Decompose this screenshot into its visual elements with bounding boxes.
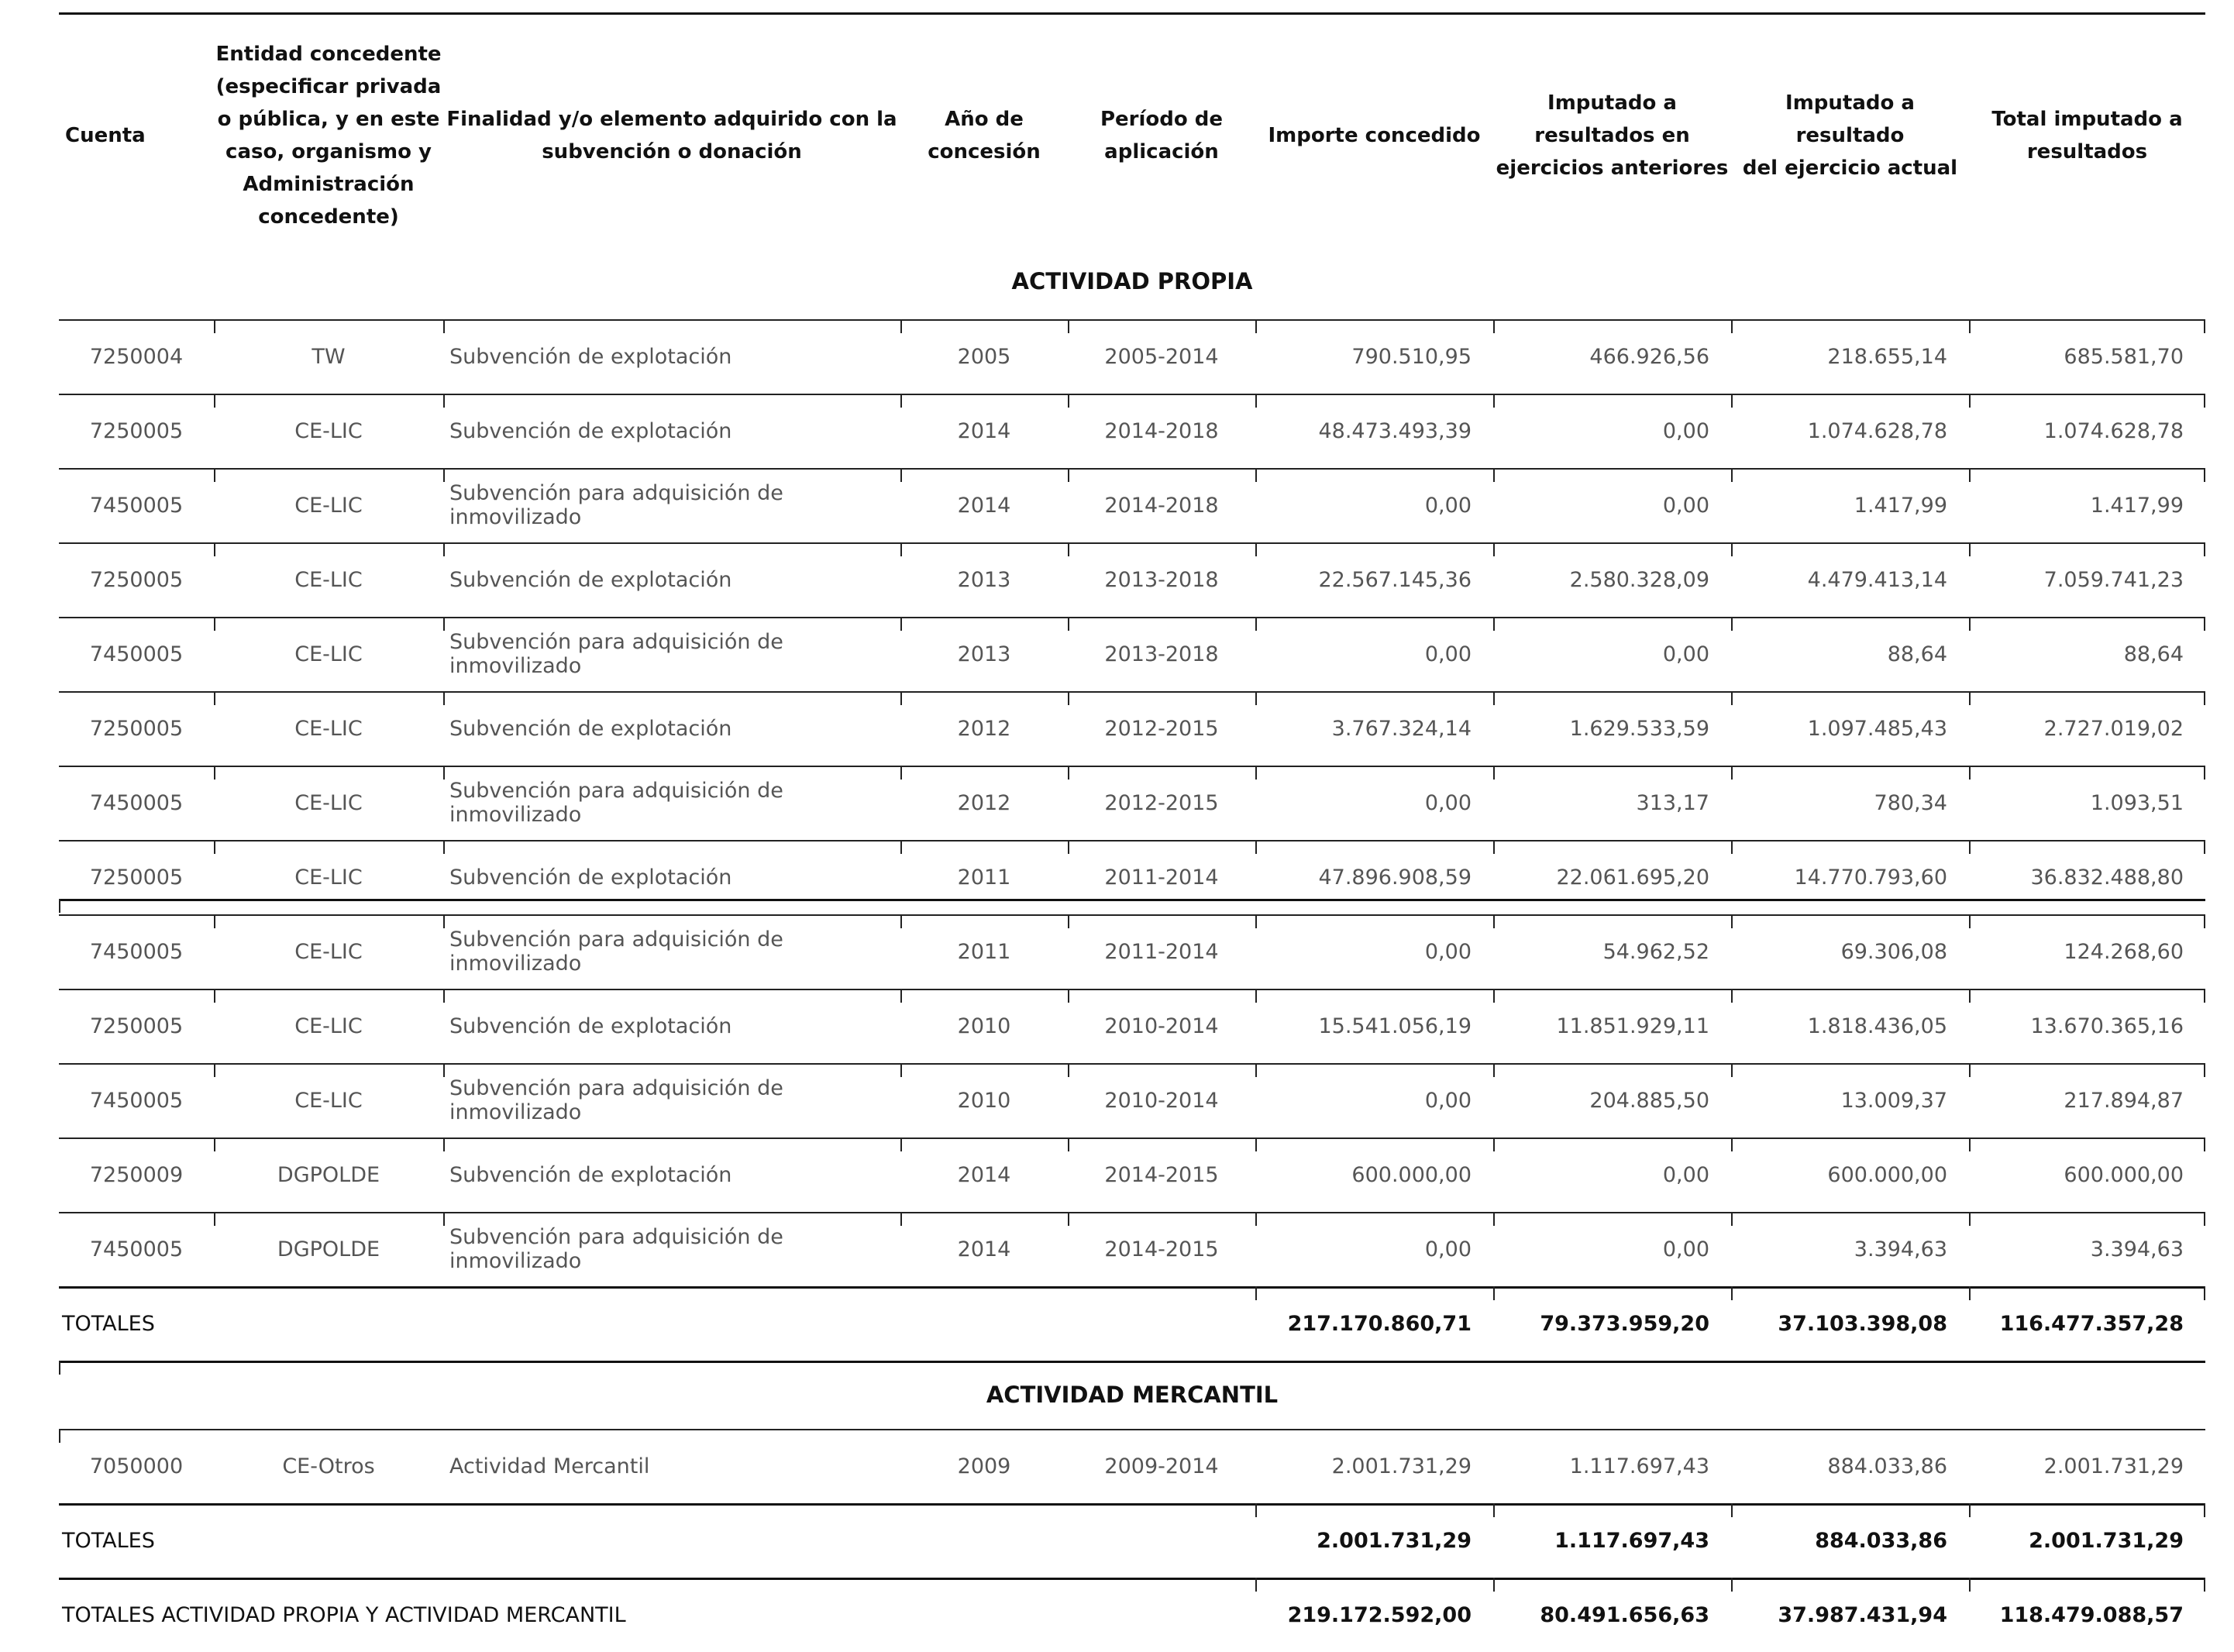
cell-periodo: 2010-2014 bbox=[1104, 1088, 1219, 1113]
cell-periodo: 2005-2014 bbox=[1104, 344, 1219, 369]
totals-total: 118.479.088,57 bbox=[1999, 1602, 2184, 1627]
cell-importe: 2.001.731,29 bbox=[1331, 1454, 1472, 1478]
cell-entidad: CE-LIC bbox=[294, 716, 363, 741]
totals-label: TOTALES ACTIVIDAD PROPIA Y ACTIVIDAD MERCANTIL bbox=[62, 1602, 626, 1627]
cell-actual: 69.306,08 bbox=[1840, 939, 1947, 964]
cell-anteriores: 54.962,52 bbox=[1602, 939, 1709, 964]
header-imputado-anteriores bbox=[1493, 23, 1731, 248]
cell-entidad: DGPOLDE bbox=[277, 1237, 380, 1261]
totals-row-propia bbox=[59, 1286, 2205, 1361]
cell-actual: 4.479.413,14 bbox=[1807, 567, 1947, 592]
header-periodo-line: aplicación bbox=[1104, 140, 1219, 163]
totals-anteriores: 1.117.697,43 bbox=[1554, 1528, 1709, 1553]
header-periodo-line: Período de bbox=[1100, 108, 1224, 131]
header-entidad-line: caso, organismo y bbox=[225, 140, 432, 163]
header-anio-line: Año de bbox=[945, 108, 1024, 131]
totals-row-grand bbox=[59, 1578, 2205, 1652]
cell-finalidad: Subvención para adquisición de inmovilizado bbox=[449, 630, 783, 678]
cell-actual: 1.074.628,78 bbox=[1807, 418, 1947, 443]
totals-label: TOTALES bbox=[62, 1528, 155, 1553]
cell-anteriores: 204.885,50 bbox=[1589, 1088, 1709, 1113]
cell-actual: 218.655,14 bbox=[1827, 344, 1947, 369]
cell-anteriores: 0,00 bbox=[1662, 1162, 1709, 1187]
cell-importe: 0,00 bbox=[1424, 1237, 1472, 1261]
cell-finalidad: Subvención para adquisición de inmovilizado bbox=[449, 928, 783, 976]
cell-finalidad: Subvención para adquisición de inmovilizado bbox=[449, 1076, 783, 1124]
section-title-mercantil: ACTIVIDAD MERCANTIL bbox=[986, 1382, 1279, 1408]
cell-periodo: 2013-2018 bbox=[1104, 567, 1219, 592]
header-imputado-actual-line: del ejercicio actual bbox=[1742, 157, 1958, 180]
cell-importe: 3.767.324,14 bbox=[1331, 716, 1472, 741]
cell-anio: 2012 bbox=[957, 716, 1011, 741]
header-importe: Importe concedido bbox=[1268, 124, 1481, 147]
cell-importe: 600.000,00 bbox=[1351, 1162, 1472, 1187]
cell-total: 600.000,00 bbox=[2064, 1162, 2184, 1187]
totals-anteriores: 79.373.959,20 bbox=[1540, 1311, 1709, 1336]
header-imputado-actual bbox=[1731, 23, 1969, 248]
cell-total: 685.581,70 bbox=[2064, 344, 2184, 369]
cell-actual: 780,34 bbox=[1874, 790, 1947, 815]
cell-total: 1.093,51 bbox=[2090, 790, 2184, 815]
cell-periodo: 2012-2015 bbox=[1104, 716, 1219, 741]
cell-actual: 600.000,00 bbox=[1827, 1162, 1947, 1187]
header-periodo bbox=[1068, 23, 1255, 248]
cell-cuenta: 7250004 bbox=[89, 344, 184, 369]
cell-actual: 884.033,86 bbox=[1827, 1454, 1947, 1478]
cell-importe: 15.541.056,19 bbox=[1318, 1014, 1472, 1038]
table-row bbox=[59, 691, 2205, 766]
cell-importe: 0,00 bbox=[1424, 790, 1472, 815]
cell-actual: 14.770.793,60 bbox=[1794, 865, 1947, 890]
cell-anio: 2014 bbox=[957, 1162, 1011, 1187]
cell-entidad: CE-LIC bbox=[294, 939, 363, 964]
totals-total: 2.001.731,29 bbox=[2029, 1528, 2184, 1553]
cell-total: 3.394,63 bbox=[2090, 1237, 2184, 1261]
table-row bbox=[59, 468, 2205, 542]
cell-cuenta: 7450005 bbox=[89, 642, 184, 666]
cell-anio: 2014 bbox=[957, 1237, 1011, 1261]
cell-anteriores: 1.629.533,59 bbox=[1569, 716, 1709, 741]
header-total-imputado-line: Total imputado a bbox=[1991, 108, 2183, 131]
cell-cuenta: 7250005 bbox=[89, 865, 184, 890]
cell-cuenta: 7250005 bbox=[89, 716, 184, 741]
cell-anio: 2005 bbox=[957, 344, 1011, 369]
header-finalidad-line: subvención o donación bbox=[542, 140, 802, 163]
cell-anteriores: 0,00 bbox=[1662, 1237, 1709, 1261]
cell-importe: 47.896.908,59 bbox=[1318, 865, 1472, 890]
totals-importe: 217.170.860,71 bbox=[1287, 1311, 1472, 1336]
cell-total: 1.417,99 bbox=[2090, 493, 2184, 518]
cell-anio: 2011 bbox=[957, 865, 1011, 890]
totals-anteriores: 80.491.656,63 bbox=[1540, 1602, 1709, 1627]
header-imputado-anteriores-line: ejercicios anteriores bbox=[1496, 157, 1729, 180]
cell-importe: 48.473.493,39 bbox=[1318, 418, 1472, 443]
cell-anteriores: 0,00 bbox=[1662, 642, 1709, 666]
row-rule bbox=[59, 899, 2205, 901]
cell-anio: 2010 bbox=[957, 1088, 1011, 1113]
totals-importe: 2.001.731,29 bbox=[1317, 1528, 1472, 1553]
cell-actual: 3.394,63 bbox=[1854, 1237, 1947, 1261]
cell-actual: 13.009,37 bbox=[1840, 1088, 1947, 1113]
cell-anteriores: 11.851.929,11 bbox=[1556, 1014, 1709, 1038]
totals-label: TOTALES bbox=[62, 1311, 155, 1336]
column-tick bbox=[59, 899, 60, 913]
header-finalidad bbox=[443, 23, 900, 248]
cell-importe: 0,00 bbox=[1424, 939, 1472, 964]
cell-total: 2.727.019,02 bbox=[2043, 716, 2184, 741]
cell-anteriores: 313,17 bbox=[1636, 790, 1709, 815]
cell-importe: 0,00 bbox=[1424, 1088, 1472, 1113]
totals-actual: 884.033,86 bbox=[1815, 1528, 1947, 1553]
cell-anio: 2013 bbox=[957, 642, 1011, 666]
header-entidad bbox=[214, 23, 443, 248]
cell-periodo: 2014-2015 bbox=[1104, 1162, 1219, 1187]
cell-cuenta: 7250005 bbox=[89, 418, 184, 443]
table-row bbox=[59, 1212, 2205, 1286]
cell-finalidad: Subvención de explotación bbox=[449, 716, 732, 741]
cell-finalidad: Subvención de explotación bbox=[449, 1014, 732, 1038]
cell-total: 217.894,87 bbox=[2064, 1088, 2184, 1113]
cell-actual: 88,64 bbox=[1887, 642, 1947, 666]
cell-cuenta: 7250009 bbox=[89, 1162, 184, 1187]
header-entidad-line: Administración bbox=[243, 173, 415, 196]
cell-anio: 2010 bbox=[957, 1014, 1011, 1038]
cell-periodo: 2014-2015 bbox=[1104, 1237, 1219, 1261]
table-row bbox=[59, 1137, 2205, 1212]
cell-anteriores: 0,00 bbox=[1662, 493, 1709, 518]
cell-finalidad: Subvención de explotación bbox=[449, 344, 732, 369]
cell-periodo: 2011-2014 bbox=[1104, 865, 1219, 890]
cell-entidad: CE-LIC bbox=[294, 1014, 363, 1038]
header-entidad-line: o pública, y en este bbox=[217, 108, 440, 131]
cell-finalidad: Subvención para adquisición de inmovilizado bbox=[449, 1225, 783, 1273]
cell-total: 13.670.365,16 bbox=[2030, 1014, 2184, 1038]
header-anio-line: concesión bbox=[928, 140, 1041, 163]
table-row bbox=[59, 617, 2205, 691]
cell-total: 7.059.741,23 bbox=[2043, 567, 2184, 592]
header-finalidad-line: Finalidad y/o elemento adquirido con la bbox=[446, 108, 897, 131]
section-title-propia: ACTIVIDAD PROPIA bbox=[1011, 268, 1253, 294]
table-row bbox=[59, 319, 2205, 394]
cell-entidad: CE-LIC bbox=[294, 493, 363, 518]
cell-finalidad: Subvención de explotación bbox=[449, 865, 732, 890]
table-row bbox=[59, 914, 2205, 989]
header-imputado-anteriores-line: Imputado a bbox=[1547, 91, 1677, 115]
cell-entidad: DGPOLDE bbox=[277, 1162, 380, 1187]
table-row bbox=[59, 394, 2205, 468]
cell-total: 36.832.488,80 bbox=[2030, 865, 2184, 890]
cell-anio: 2012 bbox=[957, 790, 1011, 815]
cell-entidad: CE-LIC bbox=[294, 865, 363, 890]
totals-importe: 219.172.592,00 bbox=[1287, 1602, 1472, 1627]
cell-entidad: CE-LIC bbox=[294, 418, 363, 443]
totals-row-mercantil bbox=[59, 1503, 2205, 1578]
header-cuenta: Cuenta bbox=[65, 124, 146, 147]
table-row bbox=[59, 766, 2205, 840]
cell-importe: 0,00 bbox=[1424, 493, 1472, 518]
table-header bbox=[59, 23, 2205, 248]
cell-importe: 0,00 bbox=[1424, 642, 1472, 666]
cell-anteriores: 0,00 bbox=[1662, 418, 1709, 443]
header-total-imputado-line: resultados bbox=[2026, 140, 2148, 163]
header-entidad-line: (especificar privada bbox=[215, 75, 442, 98]
cell-anio: 2011 bbox=[957, 939, 1011, 964]
cell-periodo: 2014-2018 bbox=[1104, 493, 1219, 518]
cell-actual: 1.818.436,05 bbox=[1807, 1014, 1947, 1038]
cell-finalidad: Actividad Mercantil bbox=[449, 1454, 650, 1478]
totals-total: 116.477.357,28 bbox=[1999, 1311, 2184, 1336]
cell-cuenta: 7450005 bbox=[89, 493, 184, 518]
cell-periodo: 2010-2014 bbox=[1104, 1014, 1219, 1038]
cell-entidad: CE-LIC bbox=[294, 567, 363, 592]
cell-entidad: CE-LIC bbox=[294, 790, 363, 815]
cell-actual: 1.417,99 bbox=[1854, 493, 1947, 518]
cell-periodo: 2011-2014 bbox=[1104, 939, 1219, 964]
cell-anteriores: 2.580.328,09 bbox=[1569, 567, 1709, 592]
cell-finalidad: Subvención para adquisición de inmovilizado bbox=[449, 481, 783, 529]
cell-finalidad: Subvención de explotación bbox=[449, 567, 732, 592]
cell-finalidad: Subvención de explotación bbox=[449, 418, 732, 443]
header-anio bbox=[900, 23, 1068, 248]
cell-anteriores: 22.061.695,20 bbox=[1556, 865, 1709, 890]
column-tick bbox=[59, 1361, 60, 1375]
cell-anteriores: 466.926,56 bbox=[1589, 344, 1709, 369]
table-row bbox=[59, 989, 2205, 1063]
cell-entidad: CE-LIC bbox=[294, 642, 363, 666]
cell-finalidad: Subvención para adquisición de inmovilizado bbox=[449, 779, 783, 827]
header-imputado-anteriores-line: resultados en bbox=[1534, 124, 1690, 147]
cell-total: 2.001.731,29 bbox=[2043, 1454, 2184, 1478]
table-top-rule bbox=[59, 12, 2205, 15]
cell-cuenta: 7450005 bbox=[89, 939, 184, 964]
header-imputado-actual-line: Imputado a resultado bbox=[1785, 91, 1915, 147]
cell-anio: 2013 bbox=[957, 567, 1011, 592]
table-row bbox=[59, 840, 2205, 914]
header-entidad-line: concedente) bbox=[258, 205, 399, 229]
cell-cuenta: 7250005 bbox=[89, 567, 184, 592]
cell-importe: 22.567.145,36 bbox=[1318, 567, 1472, 592]
cell-actual: 1.097.485,43 bbox=[1807, 716, 1947, 741]
cell-total: 88,64 bbox=[2123, 642, 2184, 666]
cell-cuenta: 7050000 bbox=[89, 1454, 184, 1478]
cell-entidad: CE-LIC bbox=[294, 1088, 363, 1113]
cell-total: 1.074.628,78 bbox=[2043, 418, 2184, 443]
cell-cuenta: 7250005 bbox=[89, 1014, 184, 1038]
cell-anio: 2009 bbox=[957, 1454, 1011, 1478]
cell-cuenta: 7450005 bbox=[89, 790, 184, 815]
table-row bbox=[59, 1429, 2205, 1503]
cell-periodo: 2009-2014 bbox=[1104, 1454, 1219, 1478]
totals-actual: 37.103.398,08 bbox=[1778, 1311, 1947, 1336]
row-rule bbox=[59, 1361, 2205, 1363]
cell-importe: 790.510,95 bbox=[1351, 344, 1472, 369]
cell-finalidad: Subvención de explotación bbox=[449, 1162, 732, 1187]
table-row bbox=[59, 542, 2205, 617]
cell-entidad: CE-Otros bbox=[282, 1454, 375, 1478]
cell-periodo: 2013-2018 bbox=[1104, 642, 1219, 666]
cell-anteriores: 1.117.697,43 bbox=[1569, 1454, 1709, 1478]
cell-entidad: TW bbox=[312, 344, 346, 369]
cell-anio: 2014 bbox=[957, 418, 1011, 443]
cell-cuenta: 7450005 bbox=[89, 1088, 184, 1113]
totals-actual: 37.987.431,94 bbox=[1778, 1602, 1947, 1627]
cell-periodo: 2014-2018 bbox=[1104, 418, 1219, 443]
cell-periodo: 2012-2015 bbox=[1104, 790, 1219, 815]
cell-cuenta: 7450005 bbox=[89, 1237, 184, 1261]
cell-anio: 2014 bbox=[957, 493, 1011, 518]
cell-total: 124.268,60 bbox=[2064, 939, 2184, 964]
header-entidad-line: Entidad concedente bbox=[215, 43, 442, 66]
header-total-imputado bbox=[1969, 23, 2205, 248]
table-row bbox=[59, 1063, 2205, 1137]
